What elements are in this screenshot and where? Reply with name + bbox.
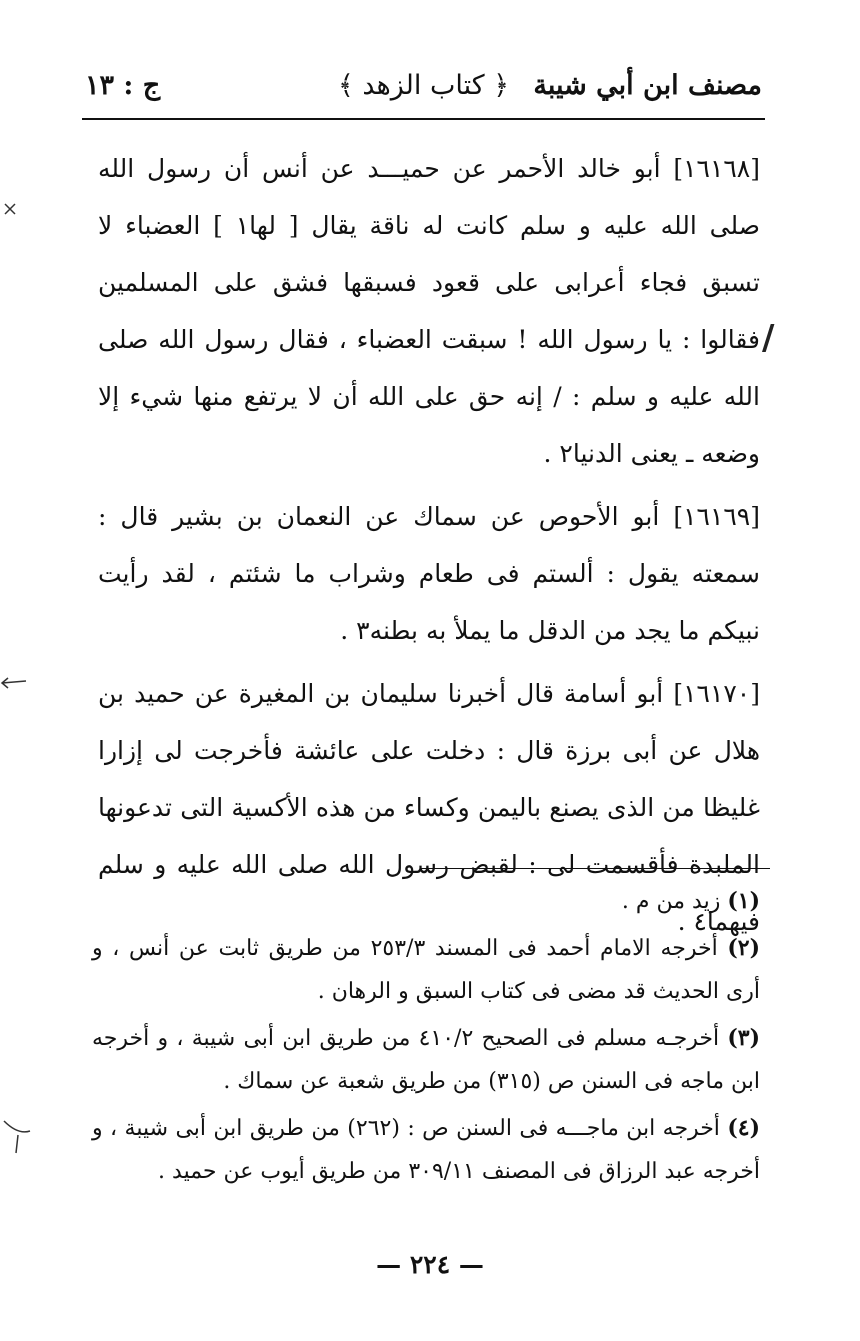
footnote-number: (٣) — [727, 1025, 760, 1051]
hadith-paragraph — [98, 140, 760, 482]
hadith-number: [١٦١٧٠] — [673, 679, 760, 708]
footnote-text: أخرجه الامام أحمد فى المسند ٢٥٣/٣ من طريق ثابت عن أنس ، و أرى الحديث قد مضى فى كتاب السبق و الرهان . — [92, 936, 760, 1004]
page-number: — ٢٢٤ — — [376, 1250, 484, 1279]
footnote — [92, 927, 760, 1013]
footnote-text: أخرجه ابن ماجـــه فى السنن ص : (٢٦٢) من طريق ابن أبى شيبة ، و أخرجه عبد الرزاق فى المصنف ٣٠٩/١١ من طريق أيوب عن حميد . — [92, 1116, 760, 1184]
hadith-text: أبو الأحوص عن سماك عن النعمان بن بشير قال : سمعته يقول : ألستم فى طعام وشراب ما شئتم ، لقد رأيت نبيكم ما يجد من الدقل ما يملأ به بطنه٣ . — [98, 502, 760, 645]
section-title: ﴿ كتاب الزهد ﴾ — [337, 70, 510, 101]
footnote-text: زيد من م . — [621, 889, 728, 914]
footnote-number: (٢) — [727, 935, 760, 961]
running-header — [85, 62, 762, 112]
hadith-number: [١٦١٦٨] — [673, 154, 760, 183]
footnote-rule — [420, 868, 770, 869]
footnote-text: أخرجـه مسلم فى الصحيح ٤١٠/٢ من طريق ابن أبى شيبة ، و أخرجه ابن ماجه فى السنن ص (٣١٥) من طريق شعبة عن سماك . — [92, 1026, 760, 1094]
margin-cross-icon — [2, 200, 18, 218]
footnotes — [92, 880, 760, 1197]
footnote-number: (١) — [727, 888, 760, 914]
margin-hook-icon — [0, 1115, 34, 1155]
margin-slash-mark: / — [762, 318, 775, 358]
footnote-number: (٤) — [727, 1115, 760, 1141]
hadith-text: أبو أسامة قال أخبرنا سليمان بن المغيرة عن حميد بن هلال عن أبى برزة قال : دخلت على عائشة فأخرجت لى إزارا غليظا من الذى يصنع باليمن وكساء من هذه الأكسية التى تدعونها الملبدة فأقسمت لى : لقبض رسول الله صلى الله عليه و سلم فيهما٤ . — [98, 679, 760, 936]
hadith-paragraph — [98, 488, 760, 659]
main-text — [98, 140, 760, 956]
book-title: مصنف ابن أبي شيبة — [533, 70, 762, 101]
volume-number: ج : ١٣ — [85, 70, 161, 101]
margin-arrow-icon — [0, 672, 28, 694]
hadith-number: [١٦١٦٩] — [673, 502, 760, 531]
header-rule — [82, 118, 765, 120]
footnote — [92, 1017, 760, 1103]
footnote — [92, 1107, 760, 1193]
footnote — [92, 880, 760, 923]
hadith-text: أبو خالد الأحمر عن حميـــد عن أنس أن رسول الله صلى الله عليه و سلم كانت له ناقة يقال [ لها١ ] العضباء لا تسبق فجاء أعرابى على قعود فسبقها فشق على المسلمين فقالوا : يا رسول الله ! سبقت العضباء ، فقال رسول الله صلى الله عليه و سلم : / إنه حق على الله أن لا يرتفع منها شيء إلا وضعه ـ يعنى الدنيا٢ . — [98, 154, 761, 468]
